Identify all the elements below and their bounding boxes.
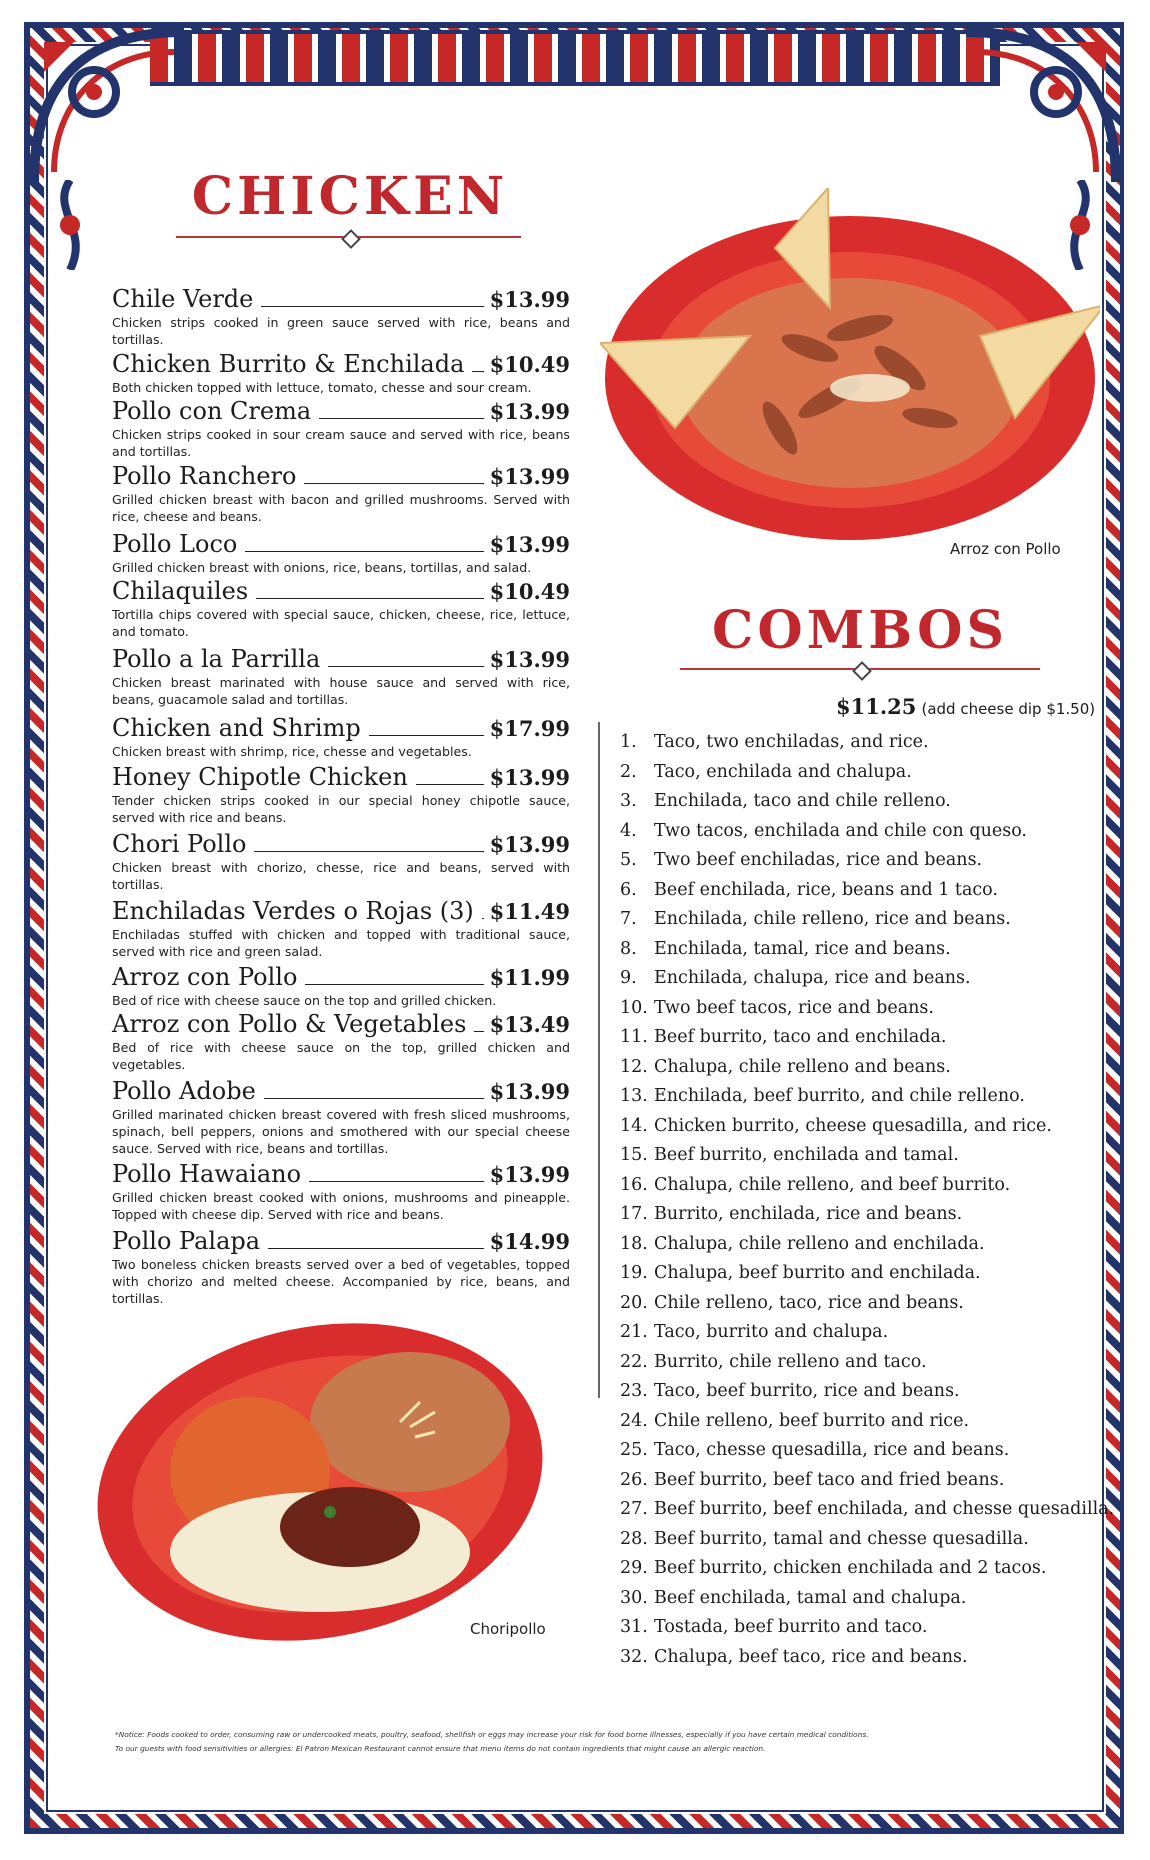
combo-description: Chalupa, chile relleno, and beef burrito. (654, 1174, 1011, 1195)
chicken-item (112, 462, 570, 525)
price-leader-line (309, 1181, 484, 1182)
chicken-item (112, 1077, 570, 1157)
combos-price-line (836, 694, 1095, 719)
chicken-item-description: Both chicken topped with lettuce, tomato, chesse and sour cream. (112, 380, 532, 395)
combo-description: Two tacos, enchilada and chile con queso. (654, 820, 1027, 841)
chicken-item-description: Chicken breast marinated with house sauce and served with rice, beans, guacamole salad and tortillas. (112, 675, 570, 707)
combo-number: 17. (620, 1204, 648, 1224)
combo-item (620, 1554, 1100, 1584)
chicken-item (112, 963, 570, 1009)
combo-number: 16. (620, 1174, 648, 1195)
chicken-item-name: Chicken and Shrimp (112, 714, 361, 742)
chicken-item (112, 897, 570, 960)
chicken-item-description: Grilled chicken breast with onions, rice, beans, tortillas, and salad. (112, 560, 532, 575)
chicken-item (112, 577, 570, 640)
combo-number: 25. (620, 1440, 648, 1460)
combo-item (620, 1466, 1100, 1496)
combo-description: Taco, burrito and chalupa. (654, 1322, 889, 1342)
chicken-item-name: Pollo Adobe (112, 1077, 256, 1105)
chicken-item-name: Pollo Ranchero (112, 462, 297, 490)
corner-ornament-top-left (24, 22, 194, 192)
price-leader-line (474, 1031, 483, 1032)
chicken-item-price: $13.99 (489, 1162, 570, 1187)
combo-description: Chile relleno, beef burrito and rice. (654, 1410, 970, 1431)
top-ornament-band (150, 30, 1000, 86)
arroz-con-pollo-caption: Arroz con Pollo (950, 540, 1061, 558)
combo-item (620, 935, 1100, 965)
chicken-item-header (112, 1077, 570, 1106)
corner-ornament-top-right (956, 22, 1126, 192)
chicken-item-name: Pollo a la Parrilla (112, 645, 321, 673)
price-leader-line (328, 666, 483, 667)
price-leader-line (264, 1098, 484, 1099)
chicken-item-header (112, 714, 570, 743)
price-leader-line (305, 984, 483, 985)
combo-item (620, 1023, 1100, 1053)
combo-item (620, 1436, 1100, 1466)
chicken-item-price: $11.99 (489, 965, 570, 990)
combo-number: 2. (620, 761, 637, 782)
chicken-item-price: $13.99 (489, 399, 570, 424)
combo-item (620, 1377, 1100, 1407)
chicken-item-header (112, 897, 570, 926)
combo-description: Taco, beef burrito, rice and beans. (654, 1381, 960, 1401)
combo-item (620, 1200, 1100, 1230)
combo-description: Beef burrito, chicken enchilada and 2 tacos. (654, 1558, 1047, 1578)
price-leader-line (245, 551, 483, 552)
chicken-item-name: Chilaquiles (112, 577, 249, 605)
combo-item (620, 1584, 1100, 1614)
combo-item (620, 1318, 1100, 1348)
chicken-item-header (112, 830, 570, 859)
chicken-item-description: Grilled marinated chicken breast covered with fresh sliced mushrooms, spinach, bell peppers, onions and smothered with our special cheese sauce. Served with rice, beans and tortillas. (112, 1107, 570, 1156)
combo-number: 29. (620, 1558, 648, 1578)
combo-number: 20. (620, 1292, 648, 1313)
combo-description: Beef enchilada, tamal and chalupa. (654, 1587, 967, 1608)
price-leader-line (369, 735, 484, 736)
combo-item (620, 817, 1100, 847)
combo-item (620, 994, 1100, 1024)
chicken-item-price: $13.99 (489, 647, 570, 672)
combo-description: Chalupa, beef taco, rice and beans. (654, 1646, 968, 1667)
price-leader-line (416, 784, 484, 785)
combo-item (620, 758, 1100, 788)
combo-number: 21. (620, 1322, 648, 1342)
notice-line-1: *Notice: Foods cooked to order, consuming raw or undercooked meats, poultry, seafood, shellfish or eggs may increase your risk for food borne illnesses, especially if you have certain medical conditions. (115, 1730, 869, 1739)
combo-item (620, 1407, 1100, 1437)
chicken-item-name: Pollo Hawaiano (112, 1160, 302, 1188)
chicken-item-header (112, 645, 570, 674)
chicken-item-header (112, 462, 570, 491)
combo-number: 32. (620, 1646, 648, 1667)
chicken-item-price: $13.99 (489, 765, 570, 790)
combo-description: Burrito, chile relleno and taco. (654, 1351, 927, 1372)
chicken-item-price: $13.99 (489, 1079, 570, 1104)
choripollo-caption: Choripollo (470, 1620, 546, 1638)
combo-item (620, 1141, 1100, 1171)
combo-description: Burrito, enchilada, rice and beans. (654, 1204, 963, 1224)
chicken-item-header (112, 1227, 570, 1256)
combo-number: 30. (620, 1587, 648, 1608)
combo-number: 5. (620, 850, 637, 870)
chicken-item-name: Chile Verde (112, 285, 254, 313)
combo-number: 1. (620, 732, 637, 752)
chicken-item-price: $13.99 (489, 832, 570, 857)
chicken-item-name: Pollo con Crema (112, 397, 312, 425)
side-scroll-ornament-left (40, 180, 100, 270)
price-leader-line (261, 306, 483, 307)
combo-item (620, 1053, 1100, 1083)
chicken-item (112, 530, 570, 576)
price-leader-line (256, 598, 483, 599)
chicken-item (112, 350, 570, 396)
combo-number: 10. (620, 997, 648, 1018)
combo-description: Chile relleno, taco, rice and beans. (654, 1292, 964, 1313)
chicken-item-header (112, 1010, 570, 1039)
combo-item (620, 876, 1100, 906)
combo-number: 13. (620, 1086, 648, 1106)
combo-description: Chalupa, beef burrito and enchilada. (654, 1263, 981, 1283)
combo-description: Beef burrito, enchilada and tamal. (654, 1145, 959, 1165)
combo-item (620, 964, 1100, 994)
chicken-item-description: Bed of rice with cheese sauce on the top and grilled chicken. (112, 993, 497, 1008)
combo-description: Enchilada, chile relleno, rice and beans. (654, 909, 1011, 929)
combo-number: 8. (620, 938, 637, 959)
price-leader-line (304, 483, 483, 484)
price-leader-line (482, 918, 484, 919)
combo-description: Enchilada, chalupa, rice and beans. (654, 968, 971, 988)
chicken-item (112, 714, 570, 760)
combo-description: Beef burrito, taco and enchilada. (654, 1027, 947, 1047)
combo-number: 26. (620, 1469, 648, 1490)
chicken-item (112, 830, 570, 893)
combo-description: Two beef enchiladas, rice and beans. (654, 850, 983, 870)
combo-item (620, 787, 1100, 817)
chicken-item-header (112, 350, 570, 379)
chicken-item-header (112, 963, 570, 992)
combo-description: Beef enchilada, rice, beans and 1 taco. (654, 879, 998, 900)
combos-price-note: (add cheese dip $1.50) (921, 700, 1096, 718)
chicken-item-description: Two boneless chicken breasts served over a bed of vegetables, topped with chorizo and melted cheese. Accompanied by rice, beans, and tortillas. (112, 1257, 570, 1306)
chicken-item-description: Tender chicken strips cooked in our special honey chipotle sauce, served with rice and beans. (112, 793, 570, 825)
combo-item (620, 1112, 1100, 1142)
chicken-section-title: CHICKEN (191, 166, 509, 227)
chicken-item-price: $10.49 (489, 352, 570, 377)
combo-number: 11. (620, 1027, 648, 1047)
chicken-item-description: Enchiladas stuffed with chicken and topped with traditional sauce, served with rice and green salad. (112, 927, 570, 959)
combo-number: 31. (620, 1617, 648, 1637)
combo-number: 6. (620, 879, 637, 900)
chicken-item (112, 763, 570, 826)
combos-section-title: COMBOS (711, 600, 1008, 661)
combo-item (620, 1171, 1100, 1201)
chicken-item-description: Chicken breast with chorizo, chesse, rice and beans, served with tortillas. (112, 860, 570, 892)
combo-item (620, 1348, 1100, 1378)
combo-description: Beef burrito, tamal and chesse quesadilla. (654, 1528, 1029, 1549)
combos-list (620, 728, 1115, 1672)
combo-description: Tostada, beef burrito and taco. (654, 1617, 928, 1637)
chicken-item-name: Arroz con Pollo (112, 963, 298, 991)
chicken-item-header (112, 285, 570, 314)
combo-number: 27. (620, 1499, 648, 1519)
combo-item (620, 905, 1100, 935)
chicken-item-description: Chicken strips cooked in sour cream sauce and served with rice, beans and tortillas. (112, 427, 570, 459)
choripollo-photo (90, 1312, 560, 1642)
combo-item (620, 1613, 1100, 1643)
combo-number: 3. (620, 791, 637, 811)
chicken-item-price: $13.49 (489, 1012, 570, 1037)
combo-description: Enchilada, tamal, rice and beans. (654, 938, 951, 959)
combo-number: 19. (620, 1263, 648, 1283)
chicken-item-price: $13.99 (489, 532, 570, 557)
combo-item (620, 1643, 1100, 1673)
combo-number: 28. (620, 1528, 648, 1549)
combo-item (620, 1082, 1100, 1112)
combo-description: Beef burrito, beef enchilada, and chesse quesadilla. (654, 1499, 1115, 1519)
combo-number: 14. (620, 1115, 648, 1136)
chicken-item-name: Enchiladas Verdes o Rojas (3) (112, 897, 474, 925)
combo-item (620, 1495, 1115, 1525)
chicken-item-description: Bed of rice with cheese sauce on the top, grilled chicken and vegetables. (112, 1040, 570, 1072)
combo-item (620, 1525, 1100, 1555)
chicken-item-price: $13.99 (489, 464, 570, 489)
chicken-item-description: Grilled chicken breast with bacon and grilled mushrooms. Served with rice, cheese and beans. (112, 492, 570, 524)
chicken-item-description: Chicken strips cooked in green sauce served with rice, beans and tortillas. (112, 315, 570, 347)
chicken-item-name: Chicken Burrito & Enchilada (112, 350, 465, 378)
chicken-item-description: Chicken breast with shrimp, rice, chesse and vegetables. (112, 744, 472, 759)
price-leader-line (268, 1248, 484, 1249)
chicken-item-header (112, 763, 570, 792)
chicken-item (112, 397, 570, 460)
chicken-item-price: $10.49 (489, 579, 570, 604)
chicken-item-header (112, 530, 570, 559)
combo-number: 22. (620, 1351, 648, 1372)
notice-line-2: To our guests with food sensitivities or allergies: El Patron Mexican Restaurant cannot ensure that menu items do not contain ingredients that might cause an allergic reaction. (115, 1744, 766, 1753)
chicken-item-price: $14.99 (489, 1229, 570, 1254)
price-leader-line (472, 371, 483, 372)
chicken-item (112, 285, 570, 348)
combo-number: 18. (620, 1233, 648, 1254)
arroz-con-pollo-photo (600, 188, 1100, 548)
chicken-item (112, 645, 570, 708)
combo-number: 15. (620, 1145, 648, 1165)
chicken-item-price: $11.49 (489, 899, 570, 924)
chicken-item-header (112, 1160, 570, 1189)
combos-price: $11.25 (836, 694, 917, 719)
chicken-item (112, 1160, 570, 1223)
combo-number: 12. (620, 1056, 648, 1077)
combo-description: Chalupa, chile relleno and enchilada. (654, 1233, 985, 1254)
chicken-item-price: $17.99 (489, 716, 570, 741)
chicken-item-name: Pollo Loco (112, 530, 238, 558)
combo-number: 4. (620, 820, 637, 841)
combo-description: Beef burrito, beef taco and fried beans. (654, 1469, 1005, 1490)
combo-description: Taco, enchilada and chalupa. (654, 761, 912, 782)
chicken-item-header (112, 577, 570, 606)
combo-item (620, 1289, 1100, 1319)
chicken-item-name: Pollo Palapa (112, 1227, 261, 1255)
chicken-item (112, 1010, 570, 1073)
chicken-item-header (112, 397, 570, 426)
chicken-item-name: Chori Pollo (112, 830, 247, 858)
combo-item (620, 846, 1100, 876)
chicken-item-name: Arroz con Pollo & Vegetables (112, 1010, 467, 1038)
combo-number: 23. (620, 1381, 648, 1401)
combo-number: 7. (620, 909, 637, 929)
combo-number: 24. (620, 1410, 648, 1431)
food-safety-notice (115, 1728, 1035, 1756)
price-leader-line (254, 851, 483, 852)
combo-description: Chicken burrito, cheese quesadilla, and rice. (654, 1115, 1052, 1136)
combo-item (620, 728, 1100, 758)
combos-divider (598, 722, 600, 1398)
combo-number: 9. (620, 968, 637, 988)
chicken-item-description: Grilled chicken breast cooked with onions, mushrooms and pineapple. Topped with cheese dip. Served with rice and beans. (112, 1190, 570, 1222)
combo-item (620, 1259, 1100, 1289)
combo-description: Enchilada, taco and chile relleno. (654, 791, 951, 811)
combo-item (620, 1230, 1100, 1260)
combo-description: Enchilada, beef burrito, and chile relleno. (654, 1086, 1025, 1106)
chicken-item-price: $13.99 (489, 287, 570, 312)
chicken-item (112, 1227, 570, 1307)
price-leader-line (319, 418, 483, 419)
chicken-item-description: Tortilla chips covered with special sauce, chicken, cheese, rice, lettuce, and tomato. (112, 607, 570, 639)
combo-description: Chalupa, chile relleno and beans. (654, 1056, 951, 1077)
chicken-item-name: Honey Chipotle Chicken (112, 763, 408, 791)
combo-description: Taco, two enchiladas, and rice. (654, 732, 929, 752)
combo-description: Taco, chesse quesadilla, rice and beans. (654, 1440, 1010, 1460)
combo-description: Two beef tacos, rice and beans. (654, 997, 934, 1018)
